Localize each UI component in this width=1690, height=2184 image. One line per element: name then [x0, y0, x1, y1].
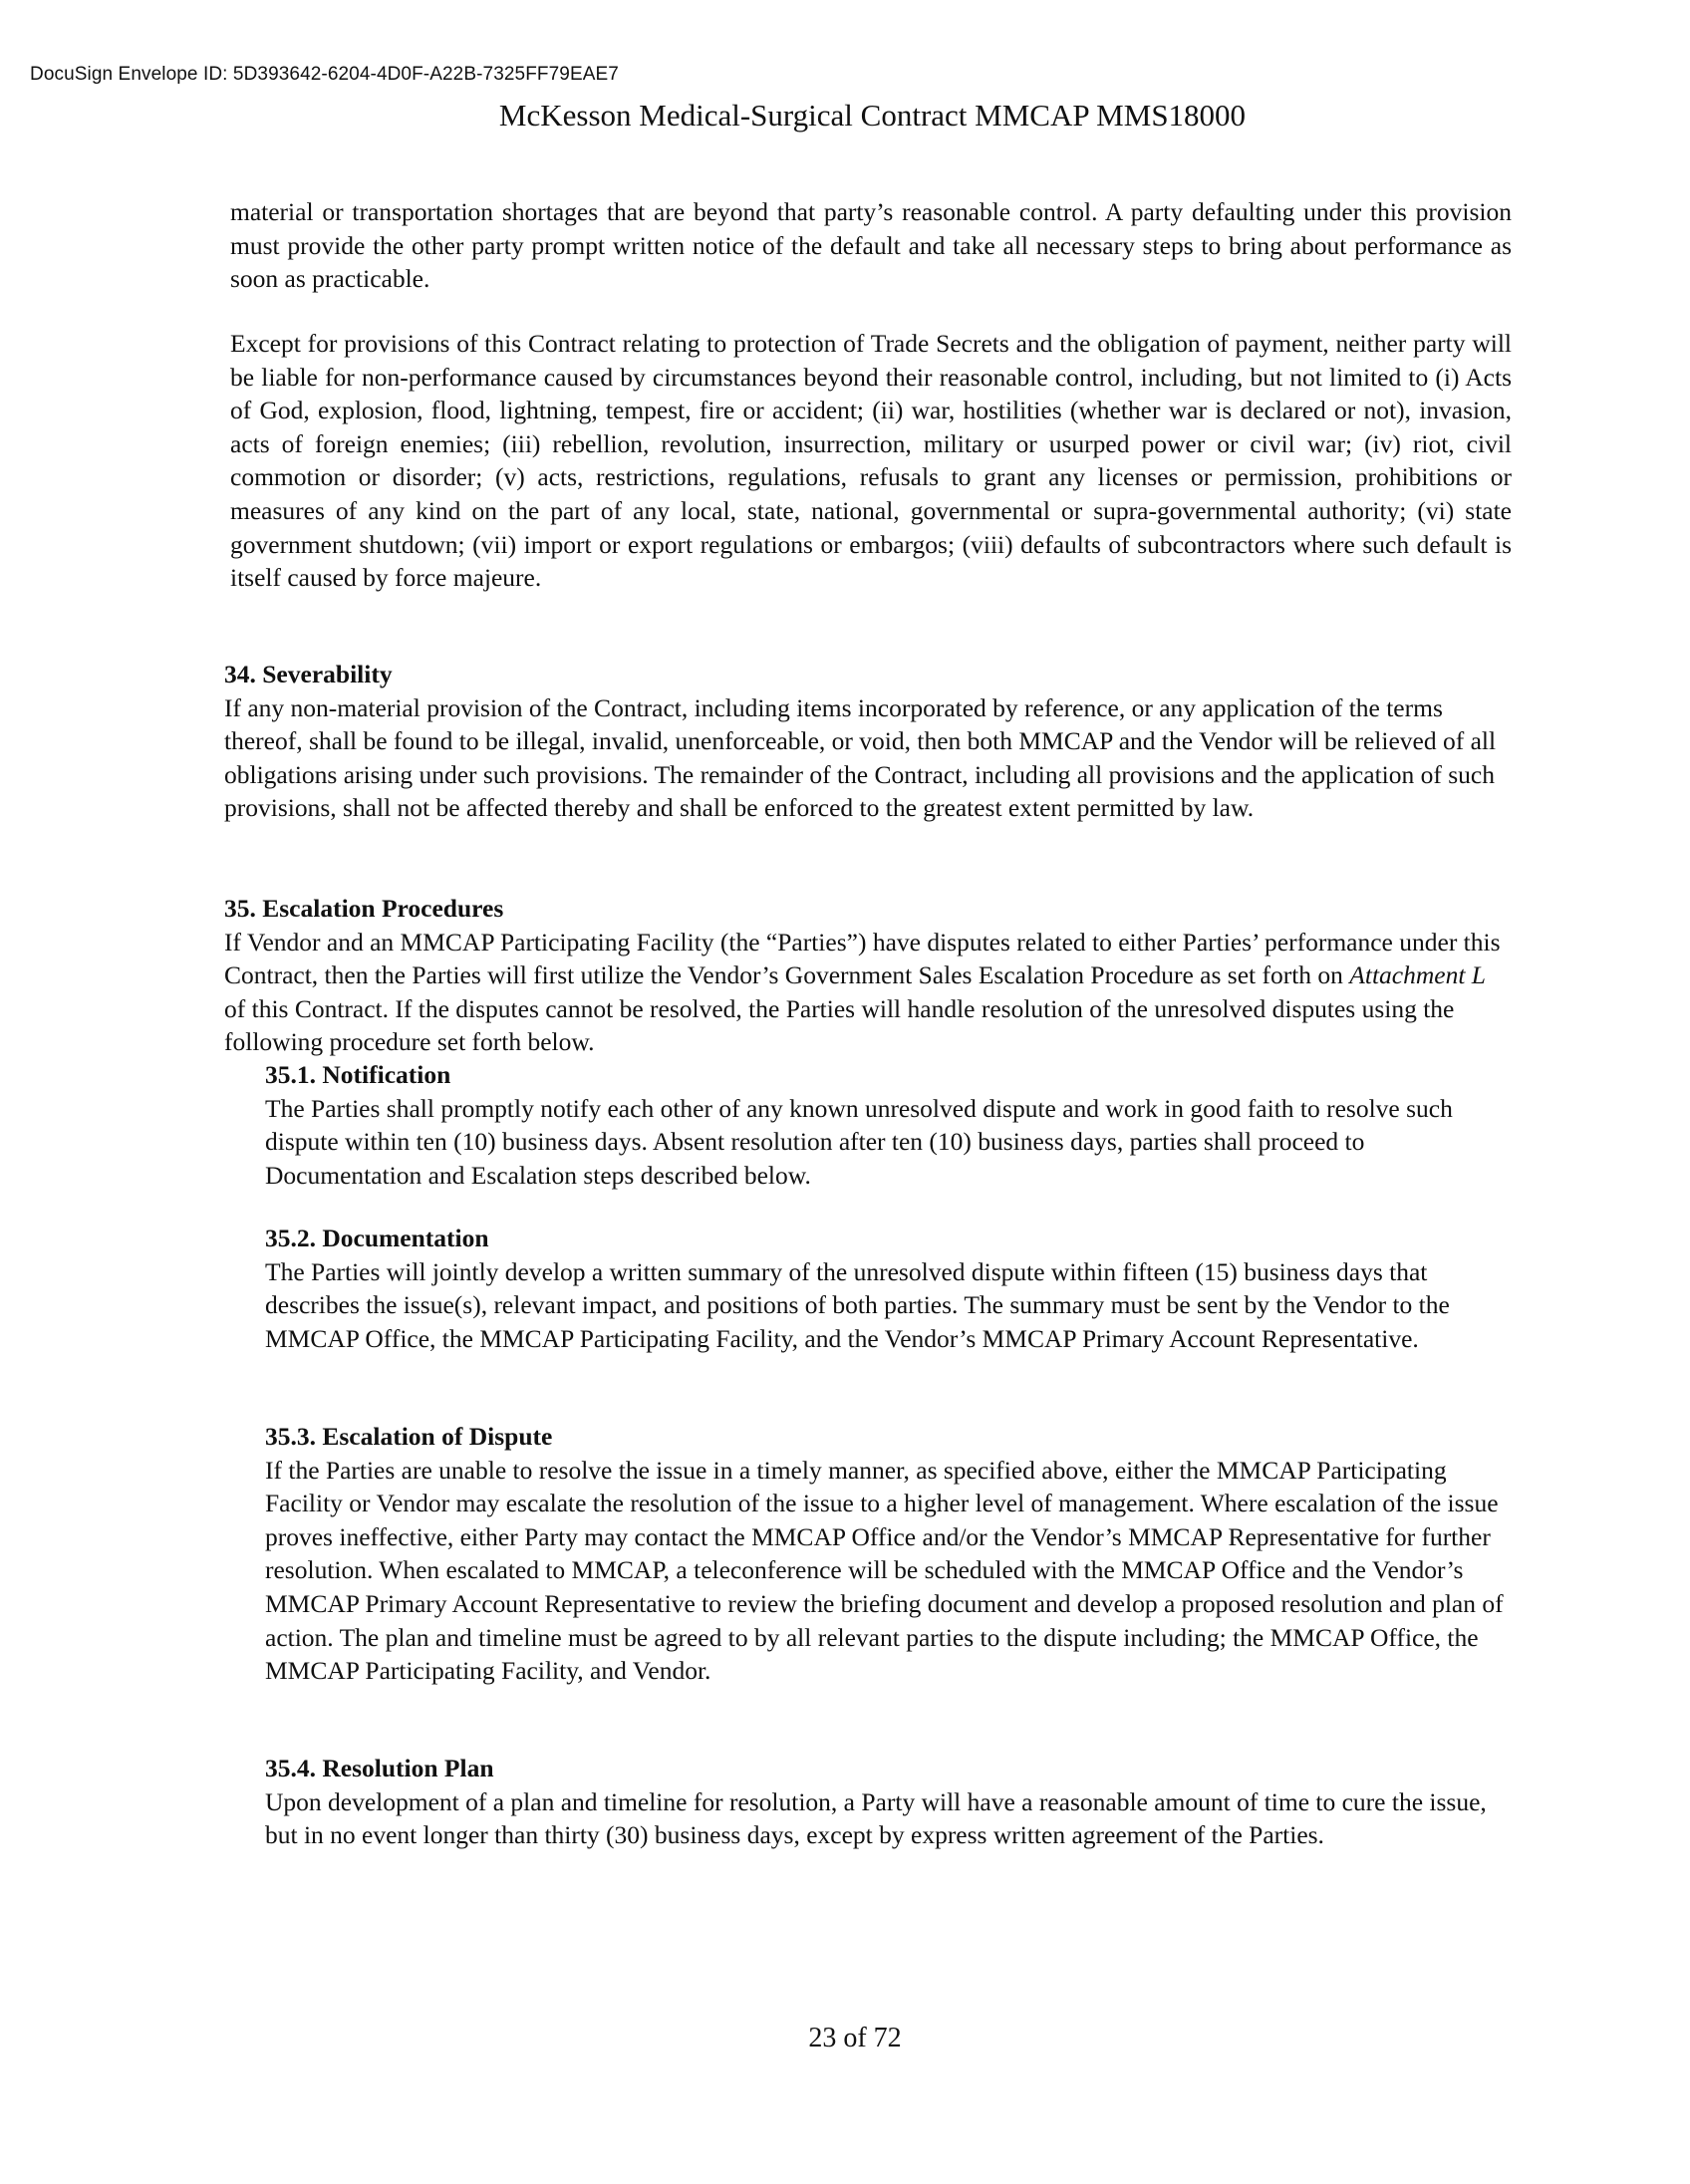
section-heading: 34. Severability [224, 660, 393, 688]
section-35-escalation-procedures [224, 892, 1512, 1059]
attachment-reference: Attachment L [1349, 960, 1486, 990]
subsection-body: The Parties shall promptly notify each other of any known unresolved dispute and work in good faith to resolve such dispute within ten (10) business days. Absent resolution after ten (10) business days, parties shall proceed to Documentation and Escalation steps described below. [265, 1093, 1453, 1190]
docusign-envelope-id: DocuSign Envelope ID: 5D393642-6204-4D0F-A22B-7325FF79EAE7 [30, 64, 619, 85]
body-text-part: If Vendor and an MMCAP Participating Facility (the “Parties”) have disputes related to either Parties’ performance under this Contract, then the Parties will first utilize the Vendor’s Government Sales Escalation Procedure as set forth on [224, 927, 1501, 990]
subsection-heading: 35.4. Resolution Plan [265, 1754, 494, 1782]
subsection-heading: 35.3. Escalation of Dispute [265, 1422, 553, 1451]
section-34-severability [224, 658, 1512, 825]
section-35-2-documentation [265, 1222, 1512, 1355]
section-35-3-escalation-of-dispute [265, 1420, 1512, 1688]
paragraph-force-majeure-continued: material or transportation shortages that are beyond that party’s reasonable control. A party defaulting under this provision must provide the other party prompt written notice of the default and take all necessary steps to bring about performance as soon as practicable. [230, 197, 1512, 294]
section-heading: 35. Escalation Procedures [224, 894, 504, 923]
subsection-body: The Parties will jointly develop a written summary of the unresolved dispute within fifteen (15) business days that describes the issue(s), relevant impact, and positions of both parties. The summary must be sent by the Vendor to the MMCAP Office, the MMCAP Participating Facility, and the Vendor’s MMCAP Primary Account Representative. [265, 1256, 1450, 1353]
body-text-part: of this Contract. If the disputes cannot be resolved, the Parties will handle resolution of the unresolved disputes using the following procedure set forth below. [224, 993, 1455, 1057]
section-body: If any non-material provision of the Contract, including items incorporated by reference, or any application of the terms thereof, shall be found to be illegal, invalid, unenforceable, or void, then both MMCAP and the Vendor will be relieved of all obligations arising under such provisions. The remainder of the Contract, including all provisions and the application of such provisions, shall not be affected thereby and shall be enforced to the greatest extent permitted by law. [224, 692, 1497, 823]
subsection-body: If the Parties are unable to resolve the issue in a timely manner, as specified above, either the MMCAP Participating Facility or Vendor may escalate the resolution of the issue to a higher level of management. Where escalation of the issue proves ineffective, either Party may contact the MMCAP Office and/or the Vendor’s MMCAP Representative for further resolution. When escalated to MMCAP, a teleconference will be scheduled with the MMCAP Office and the Vendor’s MMCAP Primary Account Representative to review the briefing document and develop a proposed resolution and plan of action. The plan and timeline must be agreed to by all relevant parties to the dispute including; the MMCAP Office, the MMCAP Participating Facility, and Vendor. [265, 1455, 1504, 1686]
page-header [0, 98, 1690, 134]
page-number: 23 of 72 [808, 2023, 902, 2053]
section-body [224, 926, 1512, 1059]
page-footer [0, 2023, 1690, 2054]
subsection-body: Upon development of a plan and timeline for resolution, a Party will have a reasonable amount of time to cure the issue, but in no event longer than thirty (30) business days, except by express written agreement of the Parties. [265, 1786, 1487, 1850]
section-35-1-notification [265, 1058, 1512, 1192]
subsection-heading: 35.2. Documentation [265, 1224, 489, 1252]
paragraph-force-majeure-exceptions: Except for provisions of this Contract relating to protection of Trade Secrets and the obligation of payment, neither party will be liable for non-performance caused by circumstances beyond their reasonable control, including, but not limited to (i) Acts of God, explosion, flood, lightning, tempest, fire or accident; (ii) war, hostilities (whether war is declared or not), invasion, acts of foreign enemies; (iii) rebellion, revolution, insurrection, military or usurped power or civil war; (iv) riot, civil commotion or disorder; (v) acts, restrictions, regulations, refusals to grant any licenses or permission, prohibitions or measures of any kind on the part of any local, state, national, governmental or supra-governmental authority; (vi) state government shutdown; (vii) import or export regulations or embargos; (viii) defaults of subcontractors where such default is itself caused by force majeure. [230, 329, 1512, 593]
section-35-4-resolution-plan [265, 1752, 1512, 1852]
header-title: McKesson Medical-Surgical Contract MMCAP MMS18000 [498, 98, 1247, 133]
subsection-heading: 35.1. Notification [265, 1060, 451, 1089]
